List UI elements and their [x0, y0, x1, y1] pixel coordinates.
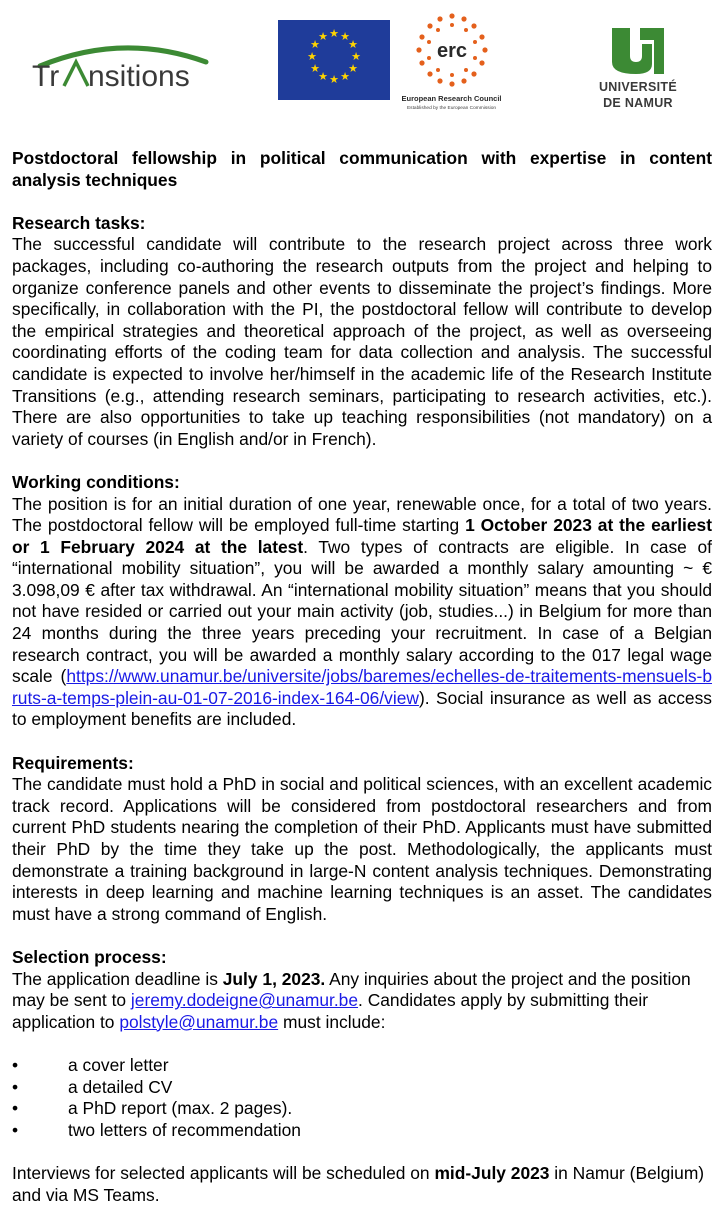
bullet-icon: •	[12, 1054, 19, 1075]
unamur-de: DE	[603, 96, 622, 110]
unamur-line1: UNIVERSITÉ	[598, 80, 677, 94]
svg-text:★: ★	[329, 73, 339, 86]
list-item-text: a detailed CV	[68, 1076, 173, 1097]
erc-name: European Research Council	[401, 94, 502, 103]
unamur-line2	[598, 96, 678, 110]
erc-dots-icon	[412, 10, 492, 90]
erc-logo	[394, 10, 509, 120]
unamur-emblem-icon	[606, 26, 668, 76]
list-item	[12, 1077, 712, 1099]
svg-text:★: ★	[340, 70, 350, 83]
working-text-2: . Two types of contracts are eligible. In case of “international mobility situation”, you will be awarded a monthly salary amounting ~ € 3.098,09 € after tax withdrawal. An “international mobility situation” means that you should not have resided or carried out your main activity (job, studies...) in Belgium for more than 24 months during the three years preceding your recruitment. In case of a Belgian research contract, you will be awarded a monthly salary according to the 017 legal wage scale (	[12, 536, 713, 687]
svg-text:★: ★	[310, 62, 320, 75]
selection-heading: Selection process:	[12, 946, 167, 967]
erc-sub: Established by the European Commission	[406, 106, 497, 111]
email-link-inquiries[interactable]: jeremy.dodeigne@unamur.be	[130, 990, 359, 1011]
bullet-icon: •	[12, 1119, 19, 1140]
spacer	[12, 1033, 712, 1055]
interview-date: mid-July 2023	[434, 1162, 550, 1183]
page-title: Postdoctoral fellowship in political communication with expertise in content analysis techniques	[12, 148, 712, 190]
interview-text-1: Interviews for selected applicants will be scheduled on	[12, 1162, 435, 1183]
svg-text:★: ★	[351, 50, 361, 63]
research-heading: Research tasks:	[12, 212, 146, 233]
spacer	[12, 450, 712, 472]
selection-text-2: Any inquiries about the project and the position may be sent to	[12, 968, 691, 1011]
svg-text:★: ★	[307, 50, 317, 63]
spacer	[12, 1141, 712, 1163]
unamur-namur: NAMUR	[624, 96, 673, 110]
wage-scale-link[interactable]: https://www.unamur.be/universite/jobs/baremes/echelles-de-traitements-mensuels-bruts-a-temps-plein-au-01-07-2016-index-164-06/view	[12, 666, 712, 708]
list-item-text: a PhD report (max. 2 pages).	[68, 1098, 293, 1119]
selection-text-1: The application deadline is	[12, 968, 223, 989]
erc-mark: erc	[436, 40, 468, 62]
deadline: July 1, 2023.	[222, 968, 326, 989]
list-item	[12, 1098, 712, 1120]
email-link-apply[interactable]: polstyle@unamur.be	[119, 1011, 279, 1032]
eu-flag-icon	[278, 20, 390, 100]
working-heading: Working conditions:	[12, 471, 180, 492]
working-text-1: The position is for an initial duration of one year, renewable once, for a total of two years. The postdoctoral fellow will be employed full-time starting	[12, 493, 712, 536]
spacer	[12, 925, 712, 947]
selection-text-3: . Candidates apply by submitting their application to	[12, 990, 649, 1032]
interview-text-2: in Namur (Belgium) and via MS Teams.	[12, 1162, 705, 1205]
requirements-heading: Requirements:	[12, 752, 134, 773]
svg-text:★: ★	[348, 62, 358, 75]
selection-body	[12, 969, 712, 1034]
document-body	[12, 148, 712, 1206]
selection-text-4: must include:	[278, 1011, 386, 1032]
working-body	[12, 494, 712, 732]
svg-text:★: ★	[318, 30, 328, 43]
svg-text:★: ★	[340, 30, 350, 43]
start-date: 1 October 2023 at the earliest or 1 February 2024 at the latest	[12, 515, 713, 557]
transitions-logo-part1: Tr	[32, 60, 60, 93]
svg-text:★: ★	[348, 38, 358, 51]
transitions-logo-part2: nsitions	[88, 60, 190, 93]
list-item-text: a cover letter	[68, 1054, 169, 1075]
list-item	[12, 1120, 712, 1142]
unamur-logo	[598, 26, 678, 116]
list-item	[12, 1055, 712, 1077]
application-list	[12, 1055, 712, 1141]
bullet-icon: •	[12, 1076, 19, 1097]
svg-text:★: ★	[318, 70, 328, 83]
bullet-icon: •	[12, 1098, 19, 1119]
svg-text:★: ★	[310, 38, 320, 51]
working-text-3: ). Social insurance as well as access to employment benefits are included.	[12, 687, 712, 730]
transitions-logo	[28, 38, 218, 98]
svg-text:★: ★	[329, 27, 339, 40]
list-item-text: two letters of recommendation	[68, 1119, 301, 1140]
header	[0, 0, 722, 130]
spacer	[12, 731, 712, 753]
research-body: The successful candidate will contribute to the research project across three work packages, including co-authoring the research outputs from the project and helping to organize conference panels and other events to disseminate the project’s findings. More specifically, in collaboration with the PI, the postdoctoral fellow will contribute to develop the empirical strategies and theoretical approach of the project, as well as overseeing coordinating efforts of the coding team for data collection and analysis. The successful candidate is expected to involve her/himself in the academic life of the Research Institute Transitions (e.g., attending research seminars, participating to research activities, etc.). There are also opportunities to take up teaching responsibilities (not mandatory) on a variety of courses (in English and/or in French).	[12, 234, 712, 449]
requirements-body: The candidate must hold a PhD in social and political sciences, with an excellent academic track record. Applications will be considered from postdoctoral researchers and from current PhD students nearing the completion of their PhD. Applicants must have submitted their PhD by the time they take up the post. Methodologically, the applicants must demonstrate a training background in large-N content analysis techniques. Demonstrating interests in deep learning and machine learning techniques is an asset. The candidates must have a strong command of English.	[12, 774, 712, 924]
